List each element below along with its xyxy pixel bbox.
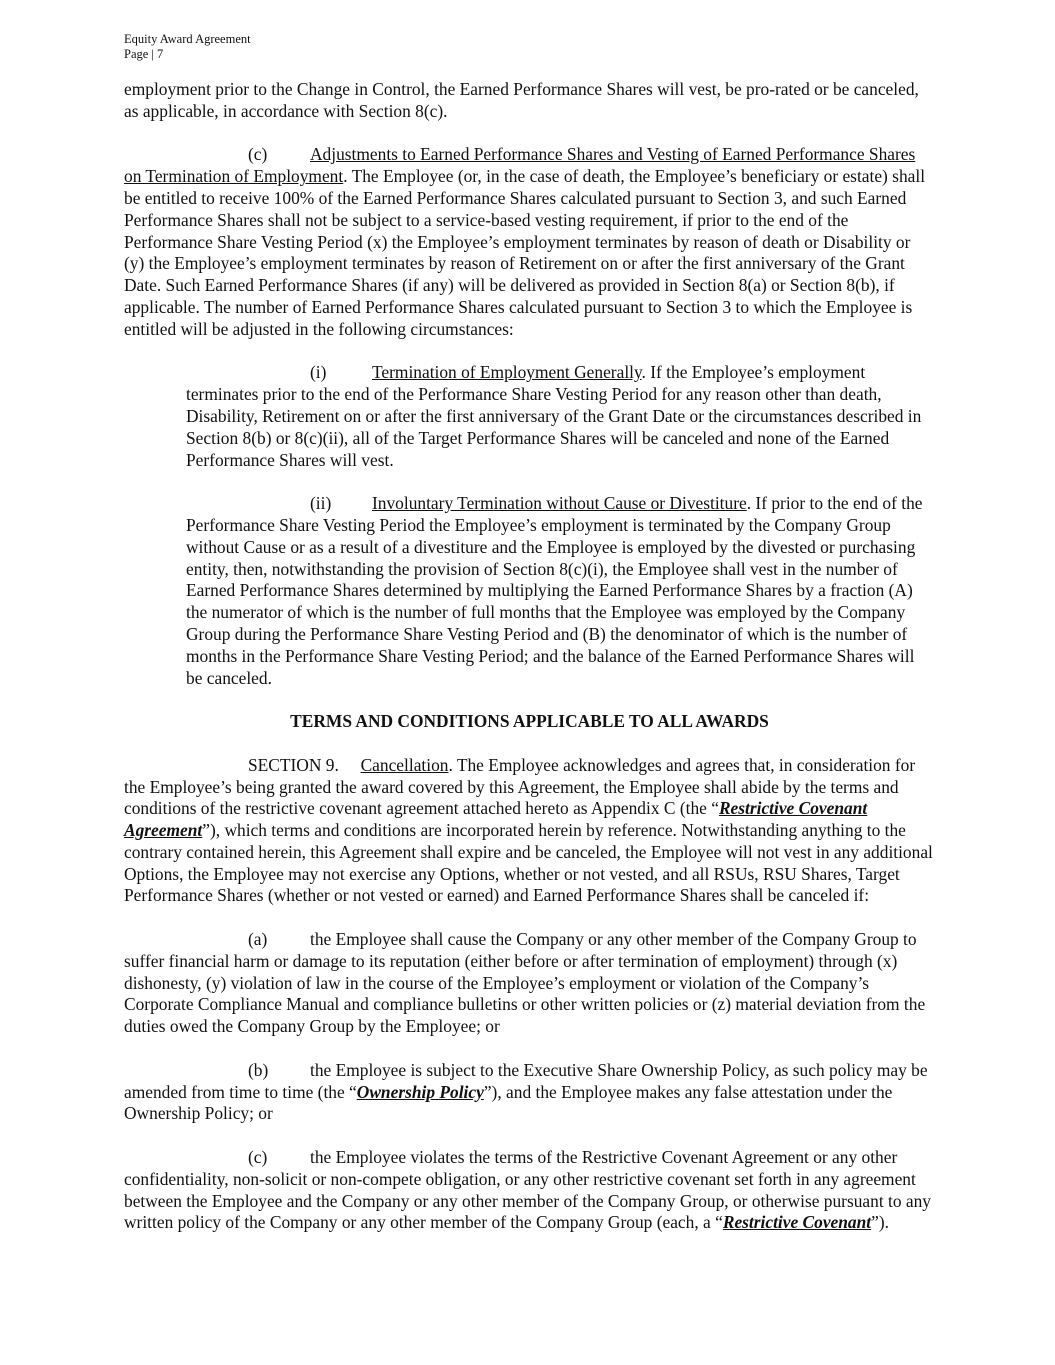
clause-number: (a) [248, 929, 268, 950]
section-9b: (b) the Employee is subject to the Executive Share Ownership Policy, as such policy may be amended from time to time (the “Ownership Policy”), and the Employee makes any false attestation under the Ownership Policy; or [124, 1059, 928, 1124]
document-title: Equity Award Agreement [124, 32, 251, 46]
section-9a: (a) the Employee shall cause the Company or any other member of the Company Group to suffer financial harm or damage to its reputation (either before or after termination of employment) through (x) dishonesty, (y) violation of law in the course of the Employee’s employment or violation of the Company’s Corporate Compliance Manual and compliance bulletins or other written policies or (z) material deviation from the duties owed the Company Group by the Employee; or [124, 929, 926, 1037]
document-body [124, 79, 935, 1256]
page-number: Page | 7 [124, 47, 164, 61]
clause-heading: Involuntary Termination without Cause or Divestiture [372, 493, 747, 514]
clause-text: . If the Employee’s employment terminates prior to the end of the Performance Share Vesting Period for any reason other than death, Disability, Retirement on or after the first anniversary of the Grant Date or the circumstances described in Section 8(b) or 8(c)(ii), all of the Target Performance Shares will be canceled and none of the Earned Performance Shares will vest. [186, 362, 922, 470]
paragraph-8c-ii [124, 493, 935, 689]
section-heading: TERMS AND CONDITIONS APPLICABLE TO ALL AWARDS [290, 711, 769, 732]
section-number: SECTION 9. [248, 754, 339, 775]
section-9c: (c) the Employee violates the terms of the Restrictive Covenant Agreement or any other confidentiality, non-solicit or non-compete obligation, or any other restrictive covenant set forth in any agreement between the Employee and the Company or any other member of the Company Group, or otherwise pursuant to any written policy of the Company or any other member of the Company Group (each, a “Restrictive Covenant”). [124, 1147, 931, 1233]
clause-text: . The Employee (or, in the case of death, the Employee’s beneficiary or estate) shall be entitled to receive 100% of the Earned Performance Shares calculated pursuant to Section 3, and such Earned Performance Shares shall not be subject to a service-based vesting requirement, if prior to the end of the Performance Share Vesting Period (x) the Employee’s employment terminates by reason of death or Disability or (y) the Employee’s employment terminates by reason of Retirement on or after the first anniversary of the Grant Date. Such Earned Performance Shares (if any) will be delivered as provided in Section 8(a) or Section 8(b), if applicable. The number of Earned Performance Shares calculated pursuant to Section 3 to which the Employee is entitled will be adjusted in the following circumstances: [124, 166, 926, 339]
section-title: Cancellation [360, 754, 449, 775]
clause-number: (i) [310, 362, 327, 383]
clause-number: (c) [248, 144, 268, 165]
clause-heading: Termination of Employment Generally [372, 362, 642, 383]
page-header [124, 32, 251, 62]
defined-term: Restrictive Covenant [722, 1212, 872, 1233]
clause-number: (b) [248, 1059, 269, 1080]
paragraph-8c [124, 144, 935, 340]
clause-number: (ii) [310, 493, 332, 514]
paragraph-continuation: employment prior to the Change in Control, the Earned Performance Shares will vest, be pro-rated or be canceled, as applicable, in accordance with Section 8(c). [124, 79, 919, 121]
defined-term: Ownership Policy [356, 1081, 484, 1102]
clause-number: (c) [248, 1147, 268, 1168]
clause-text: . If prior to the end of the Performance Share Vesting Period the Employee’s employment is terminated by the Company Group without Cause or as a result of a divestiture and the Employee is employed by the divested or purchasing entity, then, notwithstanding the provision of Section 8(c)(i), the Employee shall vest in the number of Earned Performance Shares determined by multiplying the Earned Performance Shares by a fraction (A) the numerator of which is the number of full months that the Employee was employed by the Company Group during the Performance Share Vesting Period and (B) the denominator of which is the number of months in the Performance Share Vesting Period; and the balance of the Earned Performance Shares will be canceled. [186, 493, 923, 688]
paragraph-8c-i [124, 362, 935, 471]
section-9: SECTION 9. Cancellation. The Employee acknowledges and agrees that, in consideration for the Employee’s being granted the award covered by this Agreement, the Employee shall abide by the terms and conditions of the restrictive covenant agreement attached hereto as Appendix C (the “Restrictive Covenant Agreement”), which terms and conditions are incorporated herein by reference. Notwithstanding anything to the contrary contained herein, this Agreement shall expire and be canceled, the Employee will not vest in any additional Options, the Employee may not exercise any Options, whether or not vested, and all RSUs, RSU Shares, Target Performance Shares (whether or not vested or earned) and Earned Performance Shares shall be canceled if: [124, 754, 933, 906]
defined-term: Restrictive Covenant Agreement [124, 798, 868, 841]
clause-heading: Adjustments to Earned Performance Shares and Vesting of Earned Performance Shares on Termination of Employment [124, 144, 916, 187]
